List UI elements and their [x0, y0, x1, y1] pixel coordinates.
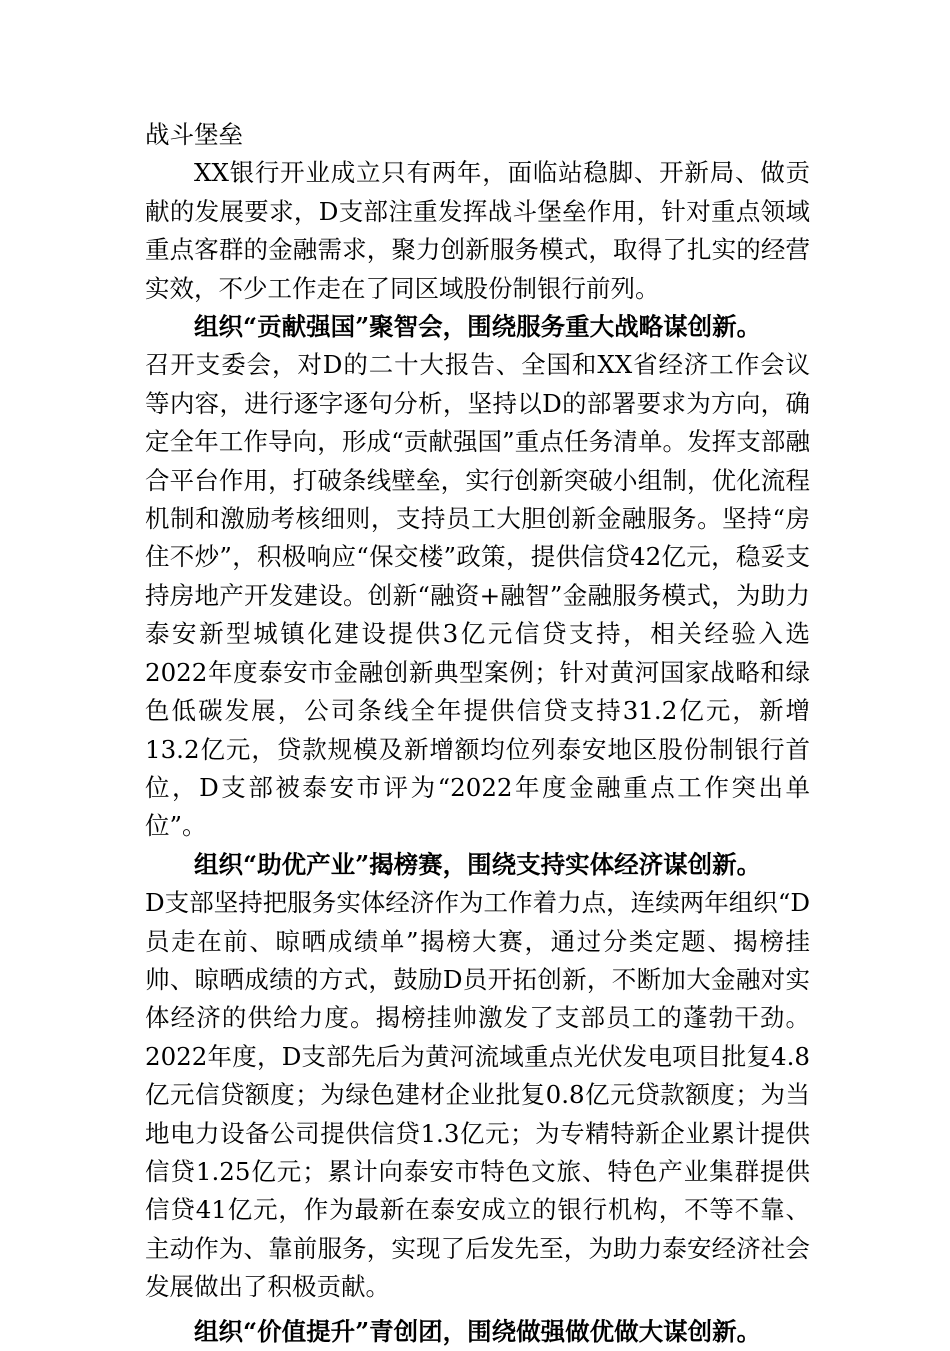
section-2-body: D支部坚持把服务实体经济作为工作着力点，连续两年组织“D员走在前、晾晒成绩单”揭榜大赛，通过分类定题、揭榜挂帅、晾晒成绩的方式，鼓励D员开拓创新，不断加大金融对实体经济的供给力度。揭榜挂帅激发了支部员工的蓬勃干劲。2022年度，D支部先后为黄河流域重点光伏发电项目批复4.8亿元信贷额度；为绿色建材企业批复0.8亿元贷款额度；为当地电力设备公司提供信贷1.3亿元；为专精特新企业累计提供信贷1.25亿元；累计向泰安市特色文旅、特色产业集群提供信贷41亿元，作为最新在泰安成立的银行机构，不等不靠、主动作为、靠前服务，实现了后发先至，为助力泰安经济社会发展做出了积极贡献。: [145, 888, 810, 1302]
document-body: [145, 116, 810, 1351]
intro-paragraph: XX银行开业成立只有两年，面临站稳脚、开新局、做贡献的发展要求，D支部注重发挥战斗堡垒作用，针对重点领域重点客群的金融需求，聚力创新服务模式，取得了扎实的经营实效，不少工作走在了同区域股份制银行前列。: [145, 158, 810, 303]
section-2-lead: 组织“助优产业”揭榜赛，围绕支持实体经济谋创新。: [194, 849, 762, 879]
section-1-body: 召开支委会，对D的二十大报告、全国和XX省经济工作会议等内容，进行逐字逐句分析，坚持以D的部署要求为方向，确定全年工作导向，形成“贡献强国”重点任务清单。发挥支部融合平台作用，打破条线壁垒，实行创新突破小组制，优化流程机制和激励考核细则，支持员工大胆创新金融服务。坚持“房住不炒”，积极响应“保交楼”政策，提供信贷42亿元，稳妥支持房地产开发建设。创新“融资+融智”金融服务模式，为助力泰安新型城镇化建设提供3亿元信贷支持，相关经验入选2022年度泰安市金融创新典型案例；针对黄河国家战略和绿色低碳发展，公司条线全年提供信贷支持31.2亿元，新增13.2亿元，贷款规模及新增额均位列泰安地区股份制银行首位，D支部被泰安市评为“2022年度金融重点工作突出单位”。: [145, 350, 810, 841]
section-1-lead: 组织“贡献强国”聚智会，围绕服务重大战略谋创新。: [194, 312, 762, 342]
section-3-lead: 组织“价值提升”青创团，围绕做强做优做大谋创新。: [194, 1316, 762, 1346]
section-heading: 战斗堡垒: [145, 120, 243, 149]
